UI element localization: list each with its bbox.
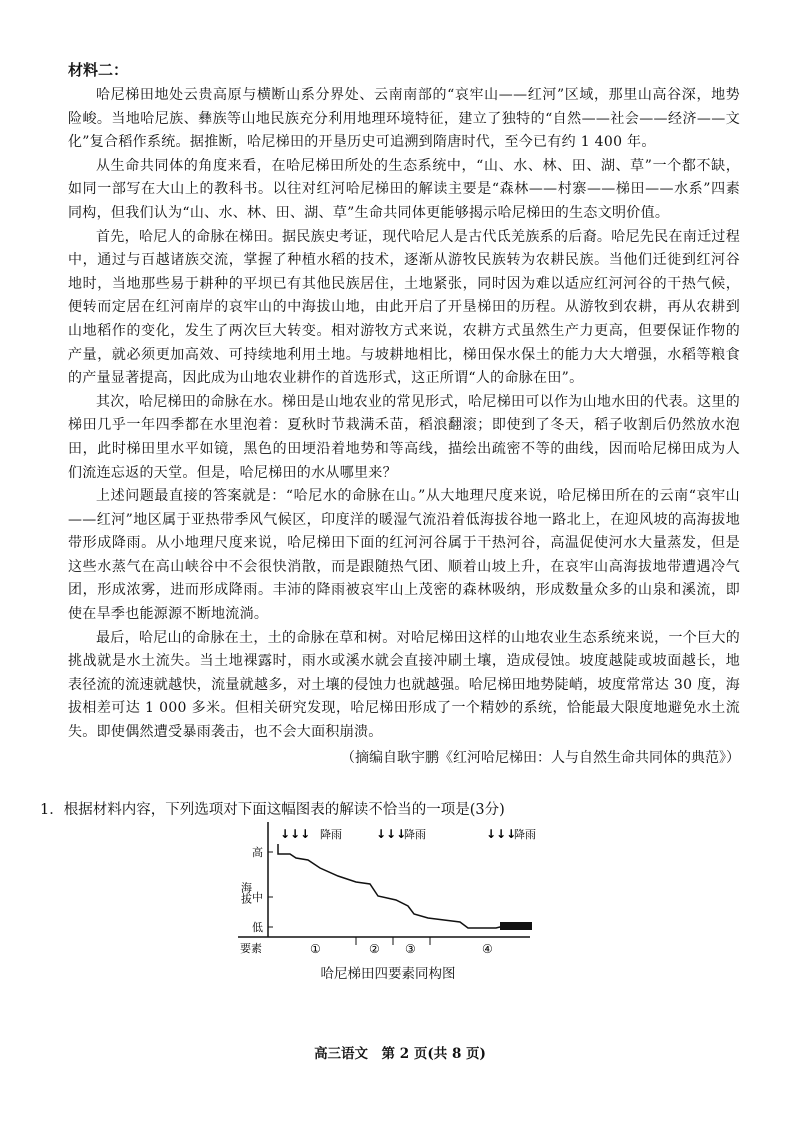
terrace-diagram-svg [238, 822, 538, 957]
rain-label-3: 降雨 [514, 828, 536, 841]
source-citation: （摘编自耿宇鹏《红河哈尼梯田：人与自然生命共同体的典范》） [341, 749, 740, 766]
terrain-profile [278, 844, 504, 928]
y-tick-low: 低 [252, 921, 263, 934]
rain-arrows-2: ↓↓↓ [376, 827, 407, 841]
y-axis-label: 海拔 [239, 882, 253, 904]
y-tick-mid: 中 [252, 891, 263, 904]
page-body [68, 58, 740, 770]
paragraph-4: 其次，哈尼梯田的命脉在水。梯田是山地农业的常见形式，哈尼梯田可以作为山地水田的代表。这里的梯田几乎一年四季都在水里泡着：夏秋时节栽满禾苗，稻浪翻滚；即使到了冬天，稻子收割后仍然放水泡田，此时梯田里水平如镜，黑色的田埂沿着地势和等高线，描绘出疏密不等的曲线，因而哈尼梯田成为人们流连忘返的天堂。但是，哈尼梯田的水从哪里来？ [68, 393, 740, 481]
page-footer: 高三语文 第 2 页(共 8 页) [314, 1046, 486, 1062]
segment-label-2: ② [369, 942, 380, 956]
water-body [500, 922, 532, 930]
paragraph-5: 上述问题最直接的答案就是：“哈尼水的命脉在山。”从大地理尺度来说，哈尼梯田所在的云南“哀牢山——红河”地区属于亚热带季风气候区，印度洋的暖湿气流沿着低海拔谷地一路北上，在迎风坡的高海拔地带形成降雨。从小地理尺度来说，哈尼梯田下面的红河河谷属于干热河谷，高温促使河水大量蒸发，但是这些水蒸气在高山峡谷中不会很快消散，而是跟随热气团、顺着山坡上升，在哀牢山高海拔地带遭遇冷气团，形成浓雾，进而形成降雨。丰沛的降雨被哀牢山上茂密的森林吸纳，形成数量众多的山泉和溪流，即使在旱季也能源源不断地流淌。 [68, 488, 740, 623]
paragraph-6: 最后，哈尼山的命脉在土，土的命脉在草和树。对哈尼梯田这样的山地农业生态系统来说，一个巨大的挑战就是水土流失。当土地裸露时，雨水或溪水就会直接冲刷土壤，造成侵蚀。坡度越陡或坡面越长，地表径流的流速就越快，流量就越多，对土壤的侵蚀力也就越强。哈尼梯田地势陡峭，坡度常常达 30 度，海拔相差可达 1 000 多米。但相关研究发现，哈尼梯田形成了一个精妙的系统，恰能最大限度地避免水土流失。即使偶然遭受暴雨袭击，也不会大面积崩溃。 [68, 629, 740, 741]
row-label: 要素 [240, 942, 262, 955]
segment-label-3: ③ [405, 942, 416, 956]
terrace-diagram [238, 822, 538, 957]
segment-label-4: ④ [482, 942, 493, 956]
rain-label-1: 降雨 [320, 828, 342, 841]
question-1: 1．根据材料内容，下列选项对下面这幅图表的解读不恰当的一项是(3分) [40, 802, 505, 818]
material-heading: 材料二： [68, 61, 129, 79]
paragraph-1: 哈尼梯田地处云贵高原与横断山系分界处、云南南部的“哀牢山——红河”区域，那里山高谷深，地势险峻。当地哈尼族、彝族等山地民族充分利用地理环境特征，建立了独特的“自然——社会——经济——文化”复合稻作系统。据推断，哈尼梯田的开垦历史可追溯到隋唐时代，至今已有约 1 400 年。 [68, 87, 740, 151]
paragraph-3: 首先，哈尼人的命脉在梯田。据民族史考证，现代哈尼人是古代氐羌族系的后裔。哈尼先民在南迁过程中，通过与百越诸族交流，掌握了种植水稻的技术，逐渐从游牧民族转为农耕民族。当他们迁徙到红河谷地时，当地那些易于耕种的平坝已有其他民族居住，土地紧张，同时因为难以适应红河河谷的干热气候，便转而定居在红河南岸的哀牢山的中海拔山地，由此开启了开垦梯田的历程。从游牧到农耕，再从农耕到山地稻作的变化，发生了两次巨大转变。相对游牧方式来说，农耕方式虽然生产力更高，但要保证作物的产量，就必须更加高效、可持续地利用土地。与坡耕地相比，梯田保水保土的能力大大增强，水稻等粮食的产量显著提高，因此成为山地农业耕作的首选形式，这正所谓“人的命脉在田”。 [68, 228, 740, 387]
rain-label-2: 降雨 [404, 828, 426, 841]
rain-arrows-3: ↓↓↓ [486, 827, 517, 841]
diagram-caption: 哈尼梯田四要素同构图 [320, 966, 456, 982]
y-tick-high: 高 [252, 846, 263, 859]
paragraph-2: 从生命共同体的角度来看，在哈尼梯田所处的生态系统中，“山、水、林、田、湖、草”一个都不缺，如同一部写在大山上的教科书。以往对红河哈尼梯田的解读主要是“森林——村寨——梯田——水系”四素同构，但我们认为“山、水、林、田、湖、草”生命共同体更能够揭示哈尼梯田的生态文明价值。 [68, 157, 740, 221]
segment-label-1: ① [310, 942, 321, 956]
rain-arrows-1: ↓↓↓ [280, 827, 311, 841]
